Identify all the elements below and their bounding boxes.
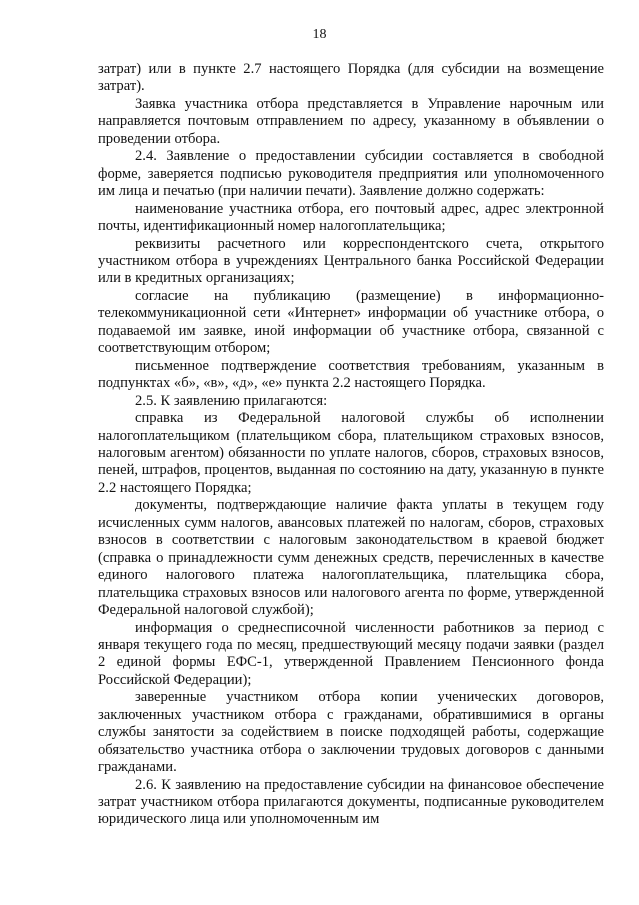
paragraph-item-name-address: наименование участника отбора, его почтовый адрес, адрес электронной почты, идентификационный номер налогоплательщика; [98,200,604,235]
paragraph-item-tax-payment-documents: документы, подтверждающие наличие факта уплаты в текущем году исчисленных сумм налогов, авансовых платежей по налогам, сборов, страховых взносов в соответствии с налоговым законодательством в краевой бюджет (справка о принадлежности сумм денежных средств, перечисленных в качестве единого налогового платежа налогоплательщика, плательщика сбора, плательщика страховых взносов или налогового агента по форме, утвержденной Федеральной налоговой службой); [98,497,604,619]
paragraph-item-apprenticeship-contracts: заверенные участником отбора копии ученических договоров, заключенных участником отбора с гражданами, обратившимися в органы службы занятости за содействием в поиске подходящей работы, содержащие обязательство участника отбора о заключении трудовых договоров с данными гражданами. [98,689,604,776]
paragraph-item-tax-certificate: справка из Федеральной налоговой службы об исполнении налогоплательщиком (плательщиком сбора, плательщиком страховых взносов, налоговым агентом) обязанности по уплате налогов, сборов, страховых взносов, пеней, штрафов, процентов, выданная по состоянию на дату, указанную в пункте 2.2 настоящего Порядка; [98,410,604,496]
paragraph-continuation: затрат) или в пункте 2.7 настоящего Порядка (для субсидии на возмещение затрат). [98,61,604,95]
document-body [98,61,604,829]
page-number: 18 [312,27,327,42]
paragraph-item-written-confirmation: письменное подтверждение соответствия требованиям, указанным в подпунктах «б», «в», «д», «е» пункта 2.2 настоящего Порядка. [98,357,604,392]
paragraph-item-publication-consent: согласие на публикацию (размещение) в информационно-телекоммуникационной сети «Интернет» информации об участнике отбора, о подаваемой им заявке, иной информации об участнике отбора, связанной с соответствующим отбором; [98,287,604,357]
paragraph-application-delivery: Заявка участника отбора представляется в Управление нарочным или направляется почтовым отправлением по адресу, указанному в объявлении о проведении отбора. [98,95,604,147]
paragraph-item-headcount-info: информация о среднесписочной численности работников за период с января текущего года по месяц, предшествующий месяцу подачи заявки (раздел 2 единой формы ЕФС-1, утвержденной Правлением Пенсионного фонда Российской Федерации); [98,619,604,688]
paragraph-item-bank-details: реквизиты расчетного или корреспондентского счета, открытого участником отбора в учреждениях Центрального банка Российской Федерации или в кредитных организациях; [98,235,604,287]
paragraph-2-4: 2.4. Заявление о предоставлении субсидии составляется в свободной форме, заверяется подписью руководителя предприятия или уполномоченного им лица и печатью (при наличии печати). Заявление должно содержать: [98,148,604,200]
paragraph-2-6: 2.6. К заявлению на предоставление субсидии на финансовое обеспечение затрат участником отбора прилагаются документы, подписанные руководителем юридического лица или уполномоченным им [98,776,604,828]
paragraph-2-5: 2.5. К заявлению прилагаются: [135,392,328,409]
